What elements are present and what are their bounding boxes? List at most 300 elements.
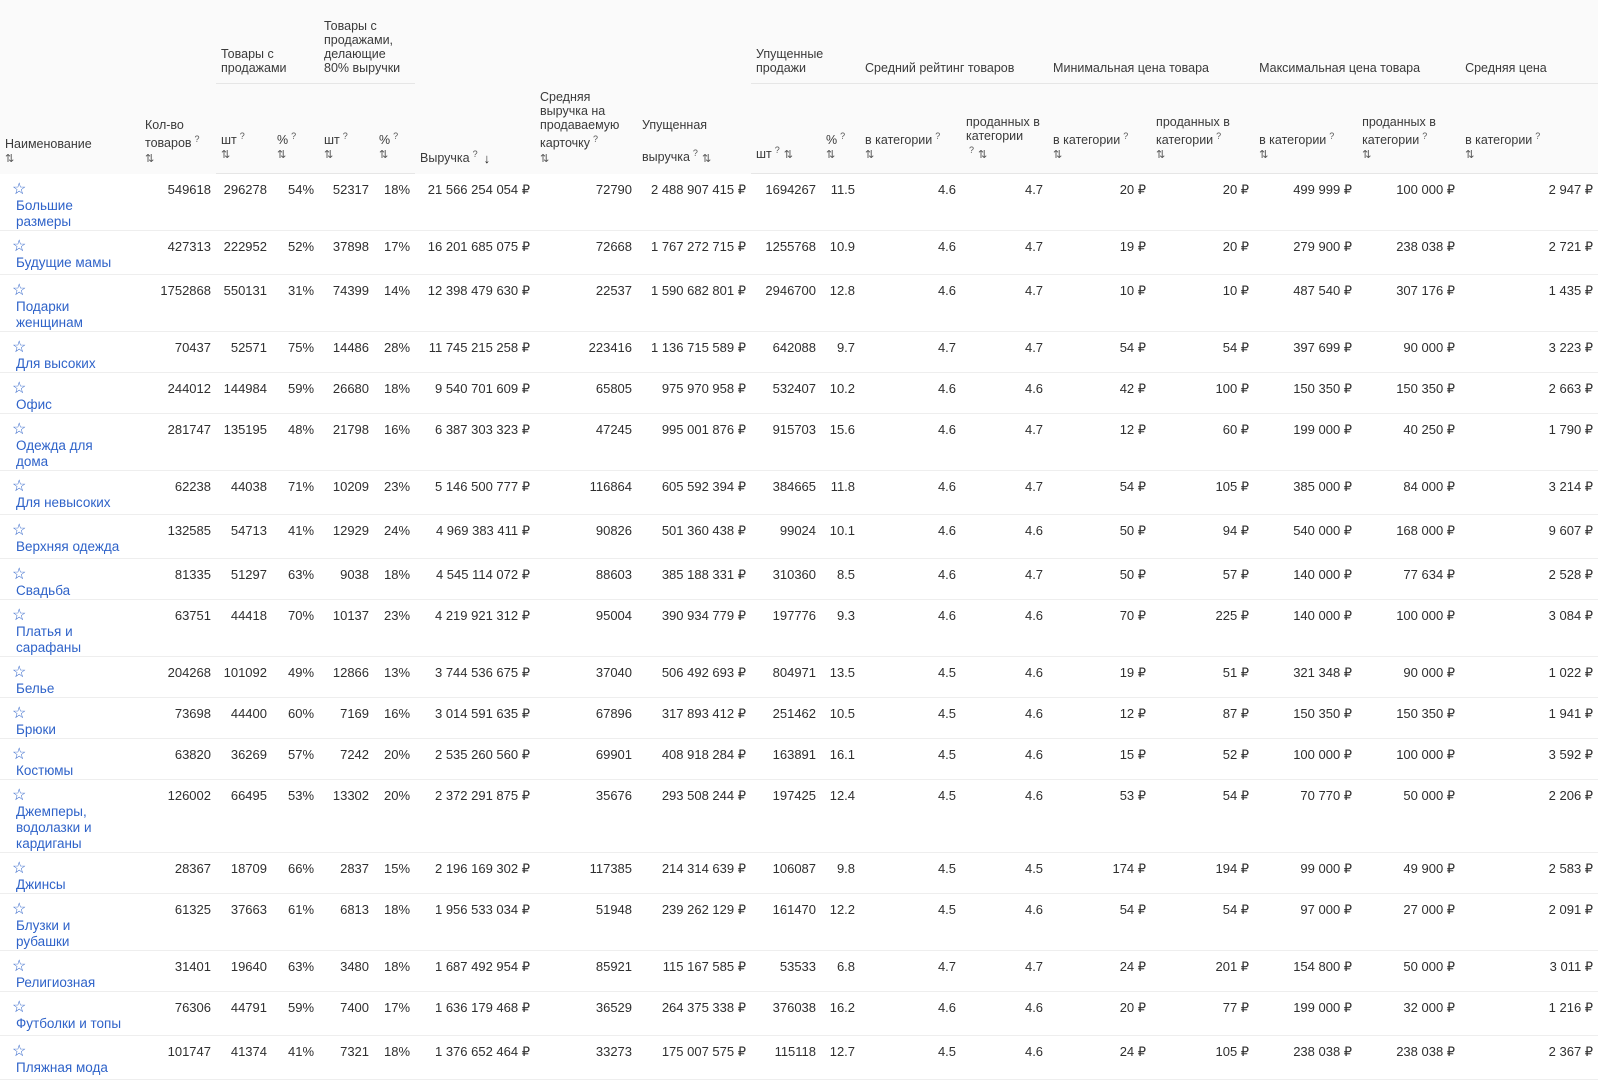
cell-min-sold: 57 ₽ [1151,558,1254,599]
cell-lost-pcs: 1255768 [751,230,821,274]
cell-max-cat: 97 000 ₽ [1254,893,1357,950]
cell-count: 244012 [140,372,216,413]
header-lost-sales-pct[interactable]: % ? ⇅ [821,84,860,174]
help-icon[interactable]: ? [593,134,599,145]
category-link[interactable]: Будущие мамы [16,254,112,270]
cell-max-sold: 84 000 ₽ [1357,470,1460,514]
header-min-price-sold-in-category[interactable]: проданных в категории ? ⇅ [1151,84,1254,174]
cell-lost-rev: 317 893 412 ₽ [637,697,751,738]
cell-revenue: 3 744 536 675 ₽ [415,656,535,697]
category-link[interactable]: Для невысоких [16,494,111,510]
cell-rating-cat: 4.7 [860,331,961,372]
cell-avg-price: 2 206 ₽ [1460,779,1598,852]
cell-avg-price: 2 663 ₽ [1460,372,1598,413]
cell-rating-sold: 4.7 [961,470,1048,514]
sort-toggle-icon[interactable]: ⇅ [865,149,874,161]
cell-rating-sold: 4.6 [961,738,1048,779]
cell-min-sold: 194 ₽ [1151,852,1254,893]
cell-min-cat: 53 ₽ [1048,779,1151,852]
cell-avg-price: 2 947 ₽ [1460,174,1598,231]
cell-max-cat: 100 000 ₽ [1254,738,1357,779]
cell-name [0,738,140,779]
cell-max-sold: 90 000 ₽ [1357,656,1460,697]
cell-name [0,174,140,231]
cell-avg-price: 3 214 ₽ [1460,470,1598,514]
cell-avg-rev: 85921 [535,950,637,991]
cell-rating-cat: 4.6 [860,372,961,413]
cell-max-cat: 154 800 ₽ [1254,950,1357,991]
cell-lost-rev: 214 314 639 ₽ [637,852,751,893]
cell-min-cat: 50 ₽ [1048,514,1151,558]
cell-lost-rev: 385 188 331 ₽ [637,558,751,599]
help-icon[interactable]: ? [393,130,399,141]
cell-count: 61325 [140,893,216,950]
header-lost-sales-pcs[interactable]: шт ? ⇅ [751,84,821,174]
category-link[interactable]: Белье [16,680,55,696]
cell-revenue: 11 745 215 258 ₽ [415,331,535,372]
sort-toggle-icon[interactable]: ⇅ [540,152,549,165]
cell-rating-sold: 4.6 [961,991,1048,1035]
category-link[interactable]: Блузки и рубашки [16,917,71,949]
header-lost-sales: Упущенные продажи [751,0,860,84]
sort-toggle-icon[interactable]: ⇅ [701,152,711,165]
category-link[interactable]: Футболки и топы [16,1015,122,1031]
cell-count: 70437 [140,331,216,372]
category-link[interactable]: Одежда для дома [16,437,93,469]
cell-rating-cat: 4.6 [860,174,961,231]
cell-ws-pcs: 44418 [216,599,272,656]
cell-rating-sold: 4.6 [961,514,1048,558]
cell-w80-pct: 20% [374,779,415,852]
cell-w80-pct: 18% [374,950,415,991]
cell-avg-price: 2 583 ₽ [1460,852,1598,893]
header-max-price-in-category[interactable]: в категории ? ⇅ [1254,84,1357,174]
star-outline-icon[interactable]: ☆ [12,237,27,255]
category-link[interactable]: Брюки [16,721,56,737]
cell-avg-price: 3 223 ₽ [1460,331,1598,372]
cell-min-cat: 24 ₽ [1048,1035,1151,1079]
star-outline-icon[interactable]: ☆ [12,663,27,681]
cell-w80-pcs: 2837 [319,852,374,893]
table-row [0,599,1598,656]
cell-min-cat: 54 ₽ [1048,331,1151,372]
cell-revenue: 16 201 685 075 ₽ [415,230,535,274]
header-lost-revenue[interactable]: Упущенная выручка ? ⇅ [637,0,751,174]
help-icon[interactable]: ? [840,130,846,141]
cell-min-cat: 20 ₽ [1048,174,1151,231]
star-outline-icon[interactable]: ☆ [12,957,27,975]
cell-name [0,991,140,1035]
cell-w80-pct: 16% [374,697,415,738]
cell-w80-pcs: 6813 [319,893,374,950]
cell-w80-pcs: 26680 [319,372,374,413]
cell-lost-pct: 16.2 [821,991,860,1035]
sort-toggle-icon[interactable]: ⇅ [221,149,230,161]
cell-max-sold: 238 038 ₽ [1357,1035,1460,1079]
cell-ws-pct: 52% [272,230,319,274]
cell-avg-price: 1 941 ₽ [1460,697,1598,738]
cell-min-sold: 54 ₽ [1151,331,1254,372]
sort-toggle-icon[interactable]: ⇅ [1053,149,1062,161]
star-outline-icon[interactable]: ☆ [12,704,27,722]
cell-lost-pcs: 376038 [751,991,821,1035]
cell-revenue: 6 387 303 323 ₽ [415,413,535,470]
cell-min-sold: 87 ₽ [1151,697,1254,738]
cell-lost-pcs: 915703 [751,413,821,470]
cell-min-sold: 10 ₽ [1151,274,1254,331]
cell-lost-rev: 293 508 244 ₽ [637,779,751,852]
cell-rating-cat: 4.6 [860,413,961,470]
cell-avg-rev: 35676 [535,779,637,852]
help-icon[interactable]: ? [692,148,698,159]
cell-lost-pct: 12.2 [821,893,860,950]
star-outline-icon[interactable]: ☆ [12,180,27,198]
category-link[interactable]: Религиозная [16,974,96,990]
cell-rating-sold: 4.6 [961,372,1048,413]
cell-count: 281747 [140,413,216,470]
cell-w80-pcs: 52317 [319,174,374,231]
cell-w80-pct: 18% [374,558,415,599]
category-link[interactable]: Пляжная мода [16,1059,108,1075]
sort-toggle-icon[interactable]: ⇅ [826,149,835,161]
cell-w80-pcs: 7169 [319,697,374,738]
cell-w80-pcs: 37898 [319,230,374,274]
star-outline-icon[interactable]: ☆ [12,606,27,624]
cell-lost-rev: 605 592 394 ₽ [637,470,751,514]
cell-rating-sold: 4.6 [961,1035,1048,1079]
table-row [0,950,1598,991]
cell-rating-cat: 4.5 [860,738,961,779]
cell-avg-price: 2 091 ₽ [1460,893,1598,950]
cell-avg-rev: 69901 [535,738,637,779]
cell-ws-pct: 41% [272,1035,319,1079]
cell-ws-pcs: 144984 [216,372,272,413]
help-icon[interactable]: ? [342,130,348,141]
cell-lost-pcs: 99024 [751,514,821,558]
help-icon[interactable]: ? [472,149,478,160]
category-link[interactable]: Для высоких [16,355,96,371]
cell-max-sold: 50 000 ₽ [1357,950,1460,991]
cell-lost-rev: 1 767 272 715 ₽ [637,230,751,274]
star-outline-icon[interactable]: ☆ [12,859,27,877]
cell-max-cat: 279 900 ₽ [1254,230,1357,274]
cell-max-cat: 321 348 ₽ [1254,656,1357,697]
cell-lost-rev: 995 001 876 ₽ [637,413,751,470]
cell-count: 63820 [140,738,216,779]
cell-ws-pcs: 44791 [216,991,272,1035]
cell-rating-cat: 4.5 [860,697,961,738]
sort-toggle-icon[interactable]: ⇅ [1156,149,1165,161]
star-outline-icon[interactable]: ☆ [12,1042,27,1060]
cell-lost-rev: 2 488 907 415 ₽ [637,174,751,231]
cell-w80-pcs: 13302 [319,779,374,852]
cell-max-sold: 150 350 ₽ [1357,372,1460,413]
star-outline-icon[interactable]: ☆ [12,786,27,804]
cell-lost-pct: 9.8 [821,852,860,893]
cell-lost-pcs: 197425 [751,779,821,852]
cell-min-sold: 105 ₽ [1151,1035,1254,1079]
cell-revenue: 1 687 492 954 ₽ [415,950,535,991]
cell-rating-cat: 4.6 [860,230,961,274]
cell-revenue: 4 969 383 411 ₽ [415,514,535,558]
category-link[interactable]: Джинсы [16,876,66,892]
star-outline-icon[interactable]: ☆ [12,477,27,495]
cell-lost-rev: 390 934 779 ₽ [637,599,751,656]
help-icon[interactable]: ? [969,144,975,155]
category-link[interactable]: Подарки женщинам [16,298,83,330]
cell-max-sold: 32 000 ₽ [1357,991,1460,1035]
cell-max-cat: 199 000 ₽ [1254,413,1357,470]
header-avg-revenue[interactable]: Средняя выручка на продаваемую карточку ? ⇅ [535,0,637,174]
help-icon[interactable]: ? [194,134,200,145]
header-revenue[interactable]: Выручка ? ↓ [415,0,535,174]
cell-max-sold: 50 000 ₽ [1357,779,1460,852]
cell-rating-cat: 4.6 [860,599,961,656]
header-max-price-sold-in-category[interactable]: проданных в категории ? ⇅ [1357,84,1460,174]
cell-max-cat: 70 770 ₽ [1254,779,1357,852]
cell-ws-pcs: 101092 [216,656,272,697]
header-min-price: Минимальная цена товара [1048,0,1254,84]
cell-rating-sold: 4.7 [961,230,1048,274]
cell-name [0,893,140,950]
cell-w80-pct: 17% [374,991,415,1035]
help-icon[interactable]: ? [774,144,780,155]
header-avg-rating: Средний рейтинг товаров [860,0,1048,84]
cell-avg-rev: 36529 [535,991,637,1035]
header-avg-price-in-category[interactable]: в категории ? ⇅ [1460,84,1598,174]
star-outline-icon[interactable]: ☆ [12,565,27,583]
category-link[interactable]: Верхняя одежда [16,538,120,554]
sort-toggle-icon[interactable]: ⇅ [978,149,987,161]
sort-toggle-icon[interactable]: ⇅ [1362,149,1371,161]
cell-avg-rev: 33273 [535,1035,637,1079]
cell-min-cat: 174 ₽ [1048,852,1151,893]
cell-ws-pct: 53% [272,779,319,852]
cell-w80-pct: 16% [374,413,415,470]
cell-ws-pct: 31% [272,274,319,331]
help-icon[interactable]: ? [1329,130,1335,141]
star-outline-icon[interactable]: ☆ [12,900,27,918]
cell-avg-price: 1 790 ₽ [1460,413,1598,470]
cell-name [0,470,140,514]
cell-ws-pcs: 52571 [216,331,272,372]
star-outline-icon[interactable]: ☆ [12,379,27,397]
cell-lost-pcs: 115118 [751,1035,821,1079]
table-row [0,174,1598,231]
cell-max-cat: 140 000 ₽ [1254,558,1357,599]
cell-lost-pcs: 642088 [751,331,821,372]
cell-ws-pct: 59% [272,372,319,413]
cell-ws-pct: 61% [272,893,319,950]
cell-max-cat: 238 038 ₽ [1254,1035,1357,1079]
header-with-sales: Товары с продажами [216,0,319,84]
cell-lost-pct: 6.8 [821,950,860,991]
cell-max-cat: 499 999 ₽ [1254,174,1357,231]
cell-lost-pct: 12.4 [821,779,860,852]
cell-name [0,331,140,372]
cell-name [0,779,140,852]
cell-ws-pct: 63% [272,558,319,599]
cell-w80-pct: 23% [374,470,415,514]
table-row [0,1035,1598,1079]
cell-rating-sold: 4.6 [961,893,1048,950]
cell-ws-pcs: 222952 [216,230,272,274]
cell-w80-pcs: 7400 [319,991,374,1035]
cell-count: 81335 [140,558,216,599]
category-link[interactable]: Джемперы, водолазки и кардиганы [16,803,92,851]
header-with-sales-pcs[interactable]: шт ? ⇅ [216,84,272,174]
header-max-price: Максимальная цена товара [1254,0,1460,84]
cell-lost-pct: 12.8 [821,274,860,331]
table-row [0,372,1598,413]
cell-ws-pct: 75% [272,331,319,372]
cell-max-sold: 168 000 ₽ [1357,514,1460,558]
cell-ws-pct: 54% [272,174,319,231]
cell-avg-rev: 22537 [535,274,637,331]
table-row [0,413,1598,470]
cell-rating-cat: 4.5 [860,656,961,697]
help-icon[interactable]: ? [239,130,245,141]
help-icon[interactable]: ? [1422,130,1428,141]
cell-avg-rev: 90826 [535,514,637,558]
sort-toggle-icon[interactable]: ⇅ [1465,149,1474,161]
cell-w80-pct: 18% [374,174,415,231]
cell-avg-price: 1 216 ₽ [1460,991,1598,1035]
cell-name [0,950,140,991]
header-with-sales-80-pcs[interactable]: шт ? ⇅ [319,84,374,174]
cell-revenue: 5 146 500 777 ₽ [415,470,535,514]
cell-rating-cat: 4.6 [860,470,961,514]
cell-ws-pct: 41% [272,514,319,558]
category-link[interactable]: Офис [16,396,52,412]
sort-toggle-icon[interactable]: ⇅ [783,149,793,161]
cell-revenue: 21 566 254 054 ₽ [415,174,535,231]
cell-max-sold: 238 038 ₽ [1357,230,1460,274]
cell-min-sold: 105 ₽ [1151,470,1254,514]
cell-avg-price: 3 084 ₽ [1460,599,1598,656]
table-row [0,779,1598,852]
star-outline-icon[interactable]: ☆ [12,521,27,539]
cell-lost-rev: 408 918 284 ₽ [637,738,751,779]
sort-toggle-icon[interactable]: ⇅ [324,149,333,161]
header-count[interactable]: Кол-во товаров ? ⇅ [140,0,216,174]
cell-w80-pcs: 10209 [319,470,374,514]
sort-desc-icon[interactable]: ↓ [483,150,491,166]
cell-revenue: 12 398 479 630 ₽ [415,274,535,331]
cell-min-sold: 51 ₽ [1151,656,1254,697]
cell-avg-rev: 88603 [535,558,637,599]
cell-min-sold: 94 ₽ [1151,514,1254,558]
cell-rating-cat: 4.6 [860,991,961,1035]
cell-ws-pct: 66% [272,852,319,893]
cell-ws-pcs: 550131 [216,274,272,331]
cell-lost-pcs: 384665 [751,470,821,514]
sort-toggle-icon[interactable]: ⇅ [379,149,388,161]
cell-avg-price: 1 022 ₽ [1460,656,1598,697]
header-with-sales-80-pct[interactable]: % ? ⇅ [374,84,415,174]
cell-max-sold: 307 176 ₽ [1357,274,1460,331]
header-with-sales-pct[interactable]: % ? ⇅ [272,84,319,174]
help-icon[interactable]: ? [1123,130,1129,141]
cell-lost-pcs: 163891 [751,738,821,779]
cell-max-cat: 150 350 ₽ [1254,372,1357,413]
help-icon[interactable]: ? [291,130,297,141]
category-link[interactable]: Костюмы [16,762,74,778]
cell-name [0,514,140,558]
cell-lost-pct: 10.9 [821,230,860,274]
cell-min-sold: 52 ₽ [1151,738,1254,779]
cell-lost-pct: 10.2 [821,372,860,413]
cell-avg-price: 2 367 ₽ [1460,1035,1598,1079]
cell-min-cat: 19 ₽ [1048,656,1151,697]
sort-toggle-icon[interactable]: ⇅ [277,149,286,161]
cell-lost-pcs: 197776 [751,599,821,656]
cell-revenue: 2 372 291 875 ₽ [415,779,535,852]
sort-toggle-icon[interactable]: ⇅ [5,152,14,165]
cell-rating-sold: 4.6 [961,779,1048,852]
help-icon[interactable]: ? [935,130,941,141]
sort-toggle-icon[interactable]: ⇅ [145,152,154,165]
cell-min-cat: 50 ₽ [1048,558,1151,599]
star-outline-icon[interactable]: ☆ [12,338,27,356]
cell-lost-pct: 10.1 [821,514,860,558]
cell-count: 204268 [140,656,216,697]
cell-lost-rev: 1 136 715 589 ₽ [637,331,751,372]
cell-min-cat: 12 ₽ [1048,697,1151,738]
cell-lost-pct: 11.8 [821,470,860,514]
category-link[interactable]: Свадьба [16,582,71,598]
sort-toggle-icon[interactable]: ⇅ [1259,149,1268,161]
cell-max-sold: 100 000 ₽ [1357,738,1460,779]
category-link[interactable]: Платья и сарафаны [16,623,82,655]
header-rating-sold-in-category[interactable]: проданных в категории ? ⇅ [961,84,1048,174]
cell-lost-rev: 115 167 585 ₽ [637,950,751,991]
cell-min-cat: 54 ₽ [1048,893,1151,950]
cell-min-cat: 70 ₽ [1048,599,1151,656]
cell-min-cat: 15 ₽ [1048,738,1151,779]
header-rating-in-category[interactable]: в категории ? ⇅ [860,84,961,174]
cell-lost-pct: 16.1 [821,738,860,779]
cell-max-sold: 100 000 ₽ [1357,174,1460,231]
help-icon[interactable]: ? [1535,130,1541,141]
cell-rating-cat: 4.7 [860,950,961,991]
cell-ws-pct: 49% [272,656,319,697]
star-outline-icon[interactable]: ☆ [12,420,27,438]
header-min-price-in-category[interactable]: в категории ? ⇅ [1048,84,1151,174]
cell-max-sold: 100 000 ₽ [1357,599,1460,656]
category-link[interactable]: Большие размеры [16,197,73,229]
cell-lost-pcs: 2946700 [751,274,821,331]
star-outline-icon[interactable]: ☆ [12,998,27,1016]
cell-count: 101747 [140,1035,216,1079]
header-name[interactable]: Наименование ⇅ [0,0,140,174]
cell-ws-pct: 57% [272,738,319,779]
cell-revenue: 1 636 179 468 ₽ [415,991,535,1035]
cell-max-sold: 150 350 ₽ [1357,697,1460,738]
star-outline-icon[interactable]: ☆ [12,281,27,299]
cell-min-cat: 42 ₽ [1048,372,1151,413]
cell-revenue: 9 540 701 609 ₽ [415,372,535,413]
help-icon[interactable]: ? [1216,130,1222,141]
cell-avg-price: 1 435 ₽ [1460,274,1598,331]
star-outline-icon[interactable]: ☆ [12,745,27,763]
cell-lost-rev: 264 375 338 ₽ [637,991,751,1035]
cell-avg-price: 9 607 ₽ [1460,514,1598,558]
cell-rating-cat: 4.6 [860,558,961,599]
cell-avg-rev: 51948 [535,893,637,950]
cell-min-cat: 19 ₽ [1048,230,1151,274]
cell-w80-pcs: 74399 [319,274,374,331]
